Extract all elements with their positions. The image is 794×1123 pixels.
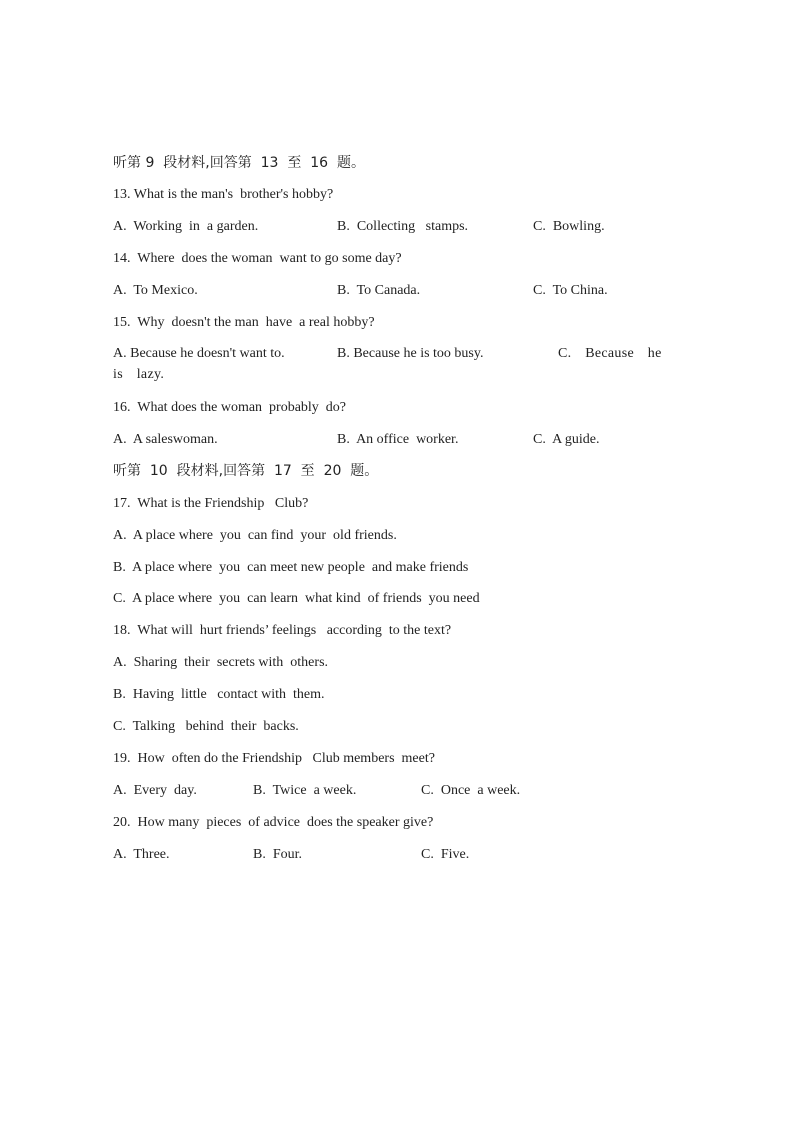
option-16-a: A. A saleswoman. (113, 432, 218, 447)
option-17-a: A. A place where you can find your old friends. (113, 528, 397, 543)
option-17-c: C. A place where you can learn what kind of friends you need (113, 591, 480, 606)
option-13-a: A. Working in a garden. (113, 219, 259, 234)
option-13-b: B. Collecting stamps. (337, 219, 469, 234)
option-15-b: B. Because he is too busy. (337, 346, 484, 361)
option-14-a: A. To Mexico. (113, 283, 198, 298)
option-16-b: B. An office worker. (337, 432, 459, 447)
question-14: 14. Where does the woman want to go some day? (113, 251, 402, 266)
options-15 (113, 343, 681, 385)
option-16-c: C. A guide. (533, 432, 600, 447)
question-16: 16. What does the woman probably do? (113, 400, 347, 415)
option-14-c: C. To China. (533, 283, 608, 298)
option-17-b: B. A place where you can meet new people and make friends (113, 560, 469, 575)
option-20-a: A. Three. (113, 847, 170, 862)
question-15: 15. Why doesn't the man have a real hobby? (113, 315, 375, 330)
option-20-c: C. Five. (421, 847, 470, 862)
option-18-b: B. Having little contact with them. (113, 687, 325, 702)
option-20-b: B. Four. (253, 847, 303, 862)
question-18: 18. What will hurt friends’ feelings according to the text? (113, 623, 452, 638)
question-17: 17. What is the Friendship Club? (113, 496, 309, 511)
question-13: 13. What is the man's brother's hobby? (113, 187, 334, 202)
question-19: 19. How often do the Friendship Club members meet? (113, 751, 435, 766)
option-19-a: A. Every day. (113, 783, 197, 798)
option-19-b: B. Twice a week. (253, 783, 357, 798)
option-14-b: B. To Canada. (337, 283, 421, 298)
question-20: 20. How many pieces of advice does the speaker give? (113, 815, 434, 830)
option-19-c: C. Once a week. (421, 783, 521, 798)
section-heading: 听第 9 段材料,回答第 13 至 16 题。 (113, 155, 365, 171)
option-15-c: C. Because he is lazy. (113, 346, 662, 382)
option-18-a: A. Sharing their secrets with others. (113, 655, 329, 670)
option-13-c: C. Bowling. (533, 219, 605, 234)
option-18-c: C. Talking behind their backs. (113, 719, 299, 734)
section-heading: 听第 10 段材料,回答第 17 至 20 题。 (113, 463, 379, 479)
option-15-a: A. Because he doesn't want to. (113, 346, 285, 361)
